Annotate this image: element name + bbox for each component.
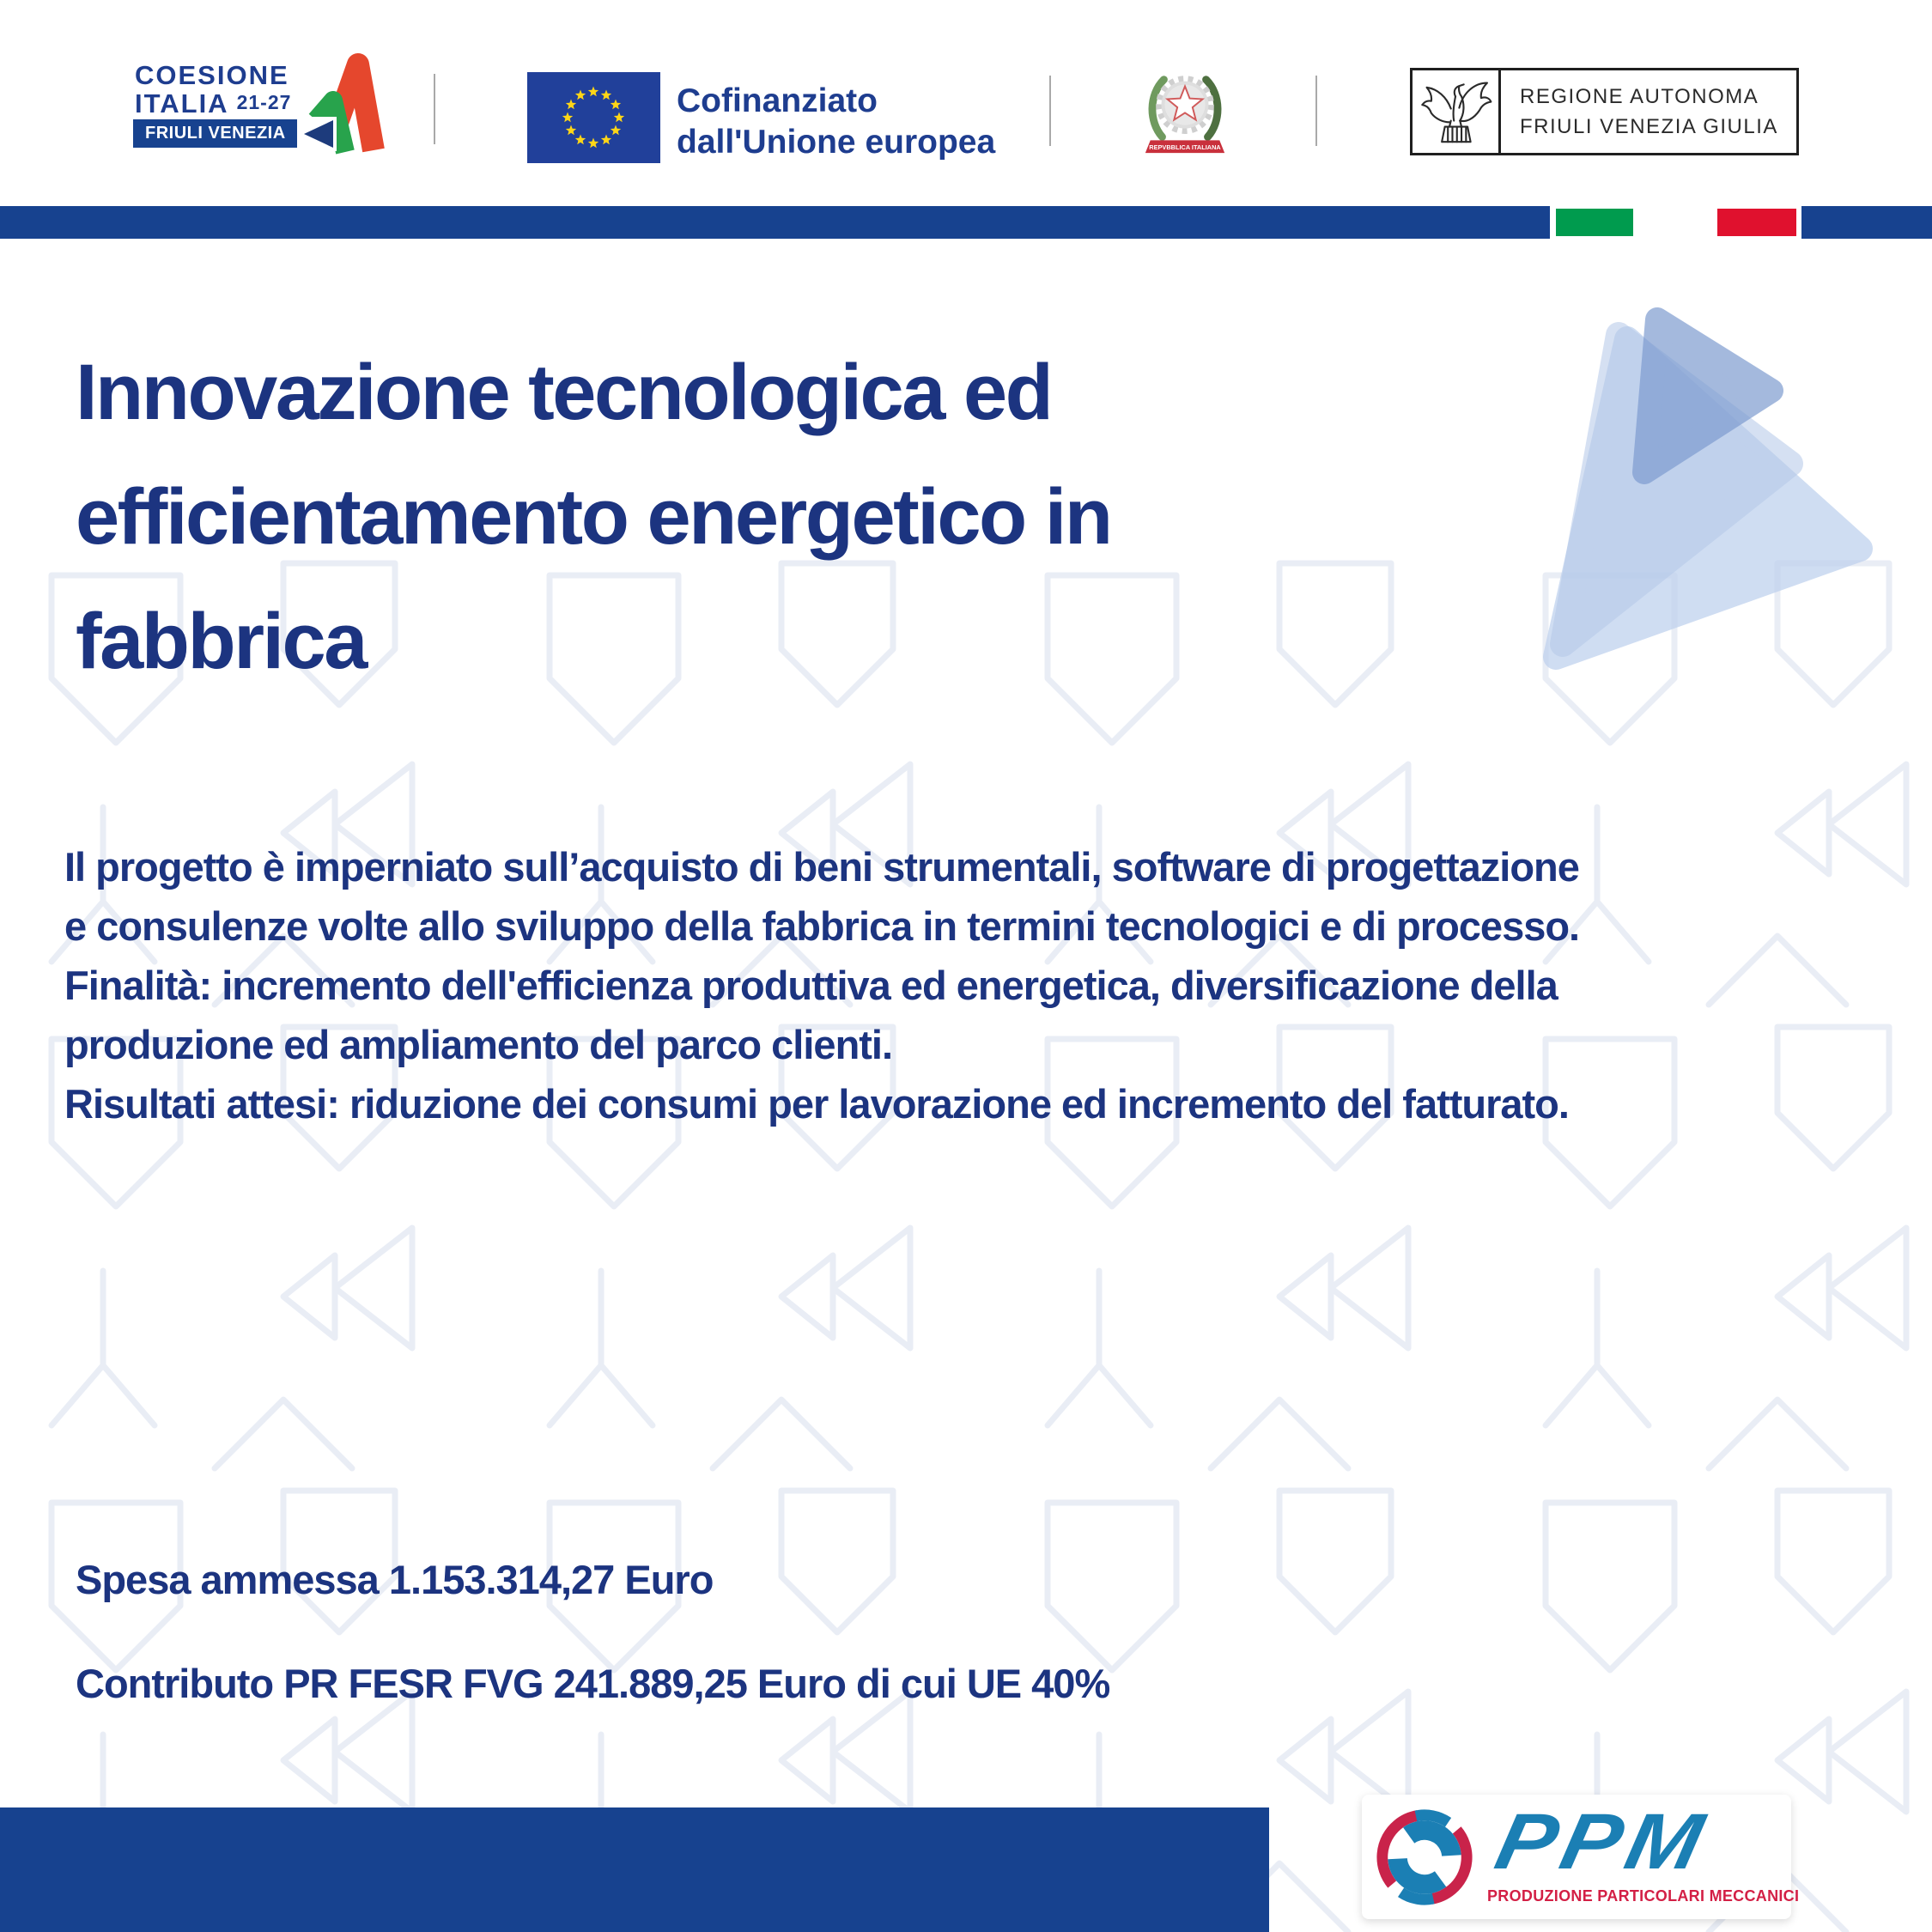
italy-flag-green: [1556, 209, 1633, 236]
eu-funding-line1: Cofinanziato: [677, 82, 878, 119]
ppm-name: PPM: [1488, 1798, 1716, 1886]
coesione-wordmark-line2: ITALIA 21-27: [135, 88, 292, 118]
italy-emblem-icon: [1139, 62, 1231, 160]
header-divider-2: [1049, 76, 1051, 146]
eu-flag-icon: [527, 72, 660, 163]
description-line-5: Risultati attesi: riduzione dei consumi per lavorazione ed incremento del fatturato.: [64, 1081, 1569, 1127]
coesione-banner: FRIULI VENEZIA GIULIA: [133, 119, 341, 148]
watermark-pattern: [0, 550, 1932, 1932]
coesione-wordmark-line1: COESIONE: [135, 60, 289, 90]
fvg-label: [1501, 70, 1796, 153]
header: [0, 0, 1932, 206]
description-line-4: produzione ed ampliamento del parco clienti.: [64, 1022, 893, 1067]
project-description: [64, 837, 1579, 1133]
title-line-3: fabbrica: [76, 598, 366, 685]
page-title: [76, 331, 1111, 704]
coesione-years: 21-27: [236, 91, 292, 113]
fvg-eagle-cell: [1413, 70, 1501, 153]
ppm-swirl-icon: [1374, 1807, 1475, 1908]
eu-funding-line2: dall'Unione europea: [677, 124, 996, 161]
footer-bar: [0, 1807, 1269, 1932]
header-divider-1: [434, 74, 435, 144]
spesa-ammessa-label: Spesa ammessa 1.153.314,27 Euro: [76, 1557, 714, 1602]
ppm-logo: [1362, 1795, 1800, 1919]
italy-flag-red: [1717, 209, 1796, 236]
description-line-3: Finalità: incremento dell'efficienza produttiva ed energetica, diversificazione della: [64, 963, 1558, 1008]
title-line-1: Innovazione tecnologica ed: [76, 349, 1052, 436]
fvg-label-line2: FRIULI VENEZIA GIULIA: [1520, 115, 1778, 138]
emblem-ribbon-label: REPVBBLICA ITALIANA: [1149, 143, 1221, 152]
banner-arrow-icon: [297, 117, 337, 151]
header-divider-3: [1315, 76, 1317, 146]
triangles-graphic: [1516, 288, 1885, 756]
eu-funding-label: [677, 81, 995, 163]
italy-flag-icon: [1550, 206, 1801, 239]
description-line-1: Il progetto è imperniato sull’acquisto di beni strumentali, software di progettazione: [64, 844, 1579, 890]
fvg-logo: [1410, 68, 1799, 155]
fvg-label-line1: REGIONE AUTONOMA: [1520, 85, 1759, 108]
ppm-tagline: PRODUZIONE PARTICOLARI MECCANICI: [1487, 1887, 1800, 1905]
title-line-2: efficientamento energetico in: [76, 473, 1111, 561]
description-line-2: e consulenze volte allo sviluppo della fabbrica in termini tecnologici e di processo.: [64, 903, 1580, 949]
fvg-eagle-icon: [1418, 74, 1493, 149]
contributo-label: Contributo PR FESR FVG 241.889,25 Euro di cui UE 40%: [76, 1661, 1110, 1706]
